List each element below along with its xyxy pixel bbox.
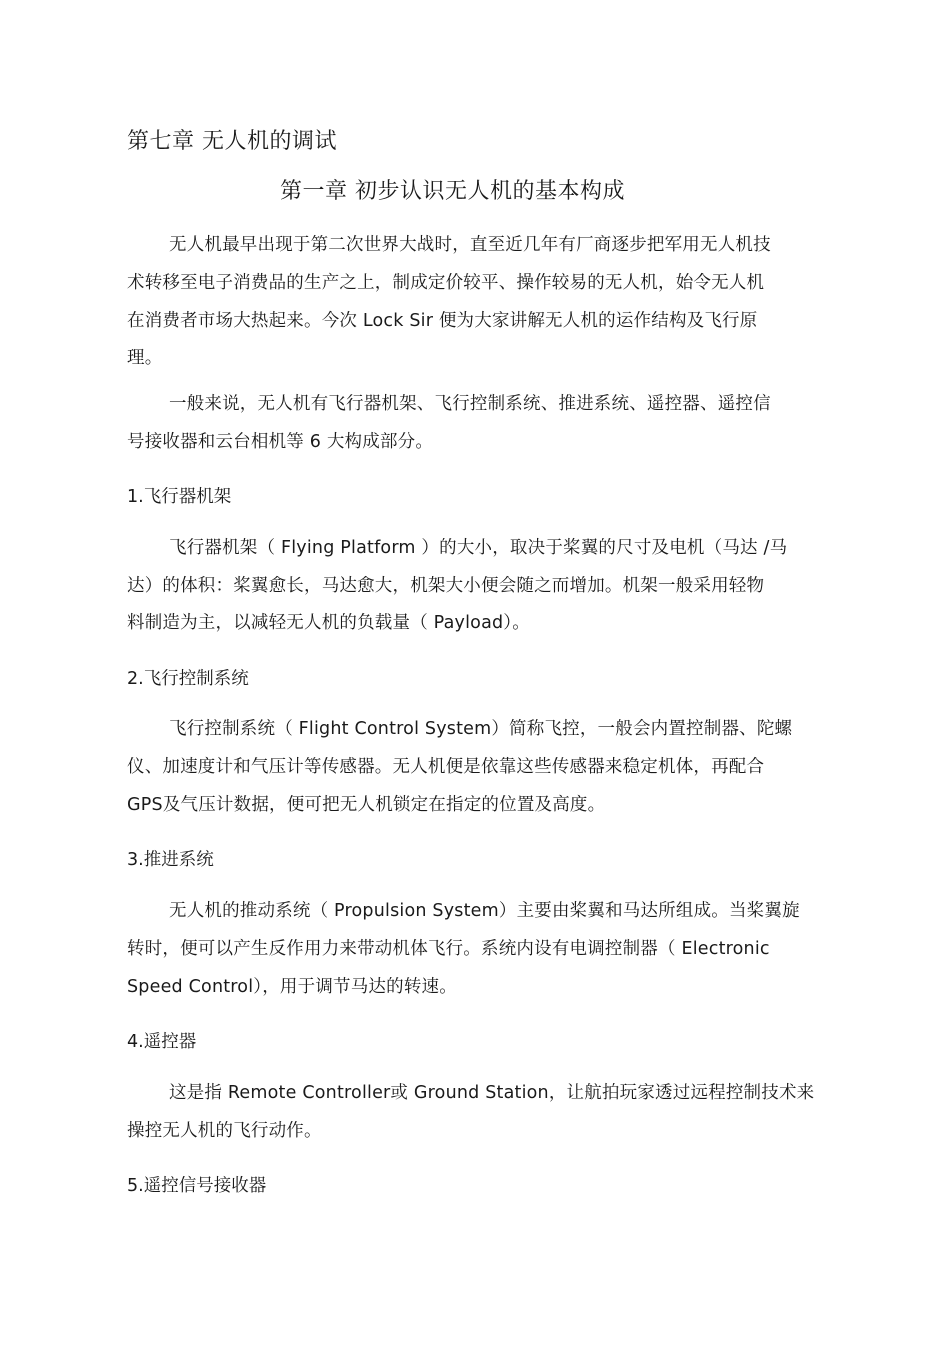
s2-line-3: GPS及气压计数据，便可把无人机锁定在指定的位置及高度。 <box>127 795 606 815</box>
s3-line-3: Speed Control），用于调节马达的转速。 <box>127 977 457 997</box>
s2-line-2: 仪、加速度计和气压计等传感器。无人机便是依靠这些传感器来稳定机体，再配合 <box>127 757 765 777</box>
overview-line-2: 号接收器和云台相机等 6 大构成部分。 <box>127 432 434 452</box>
section-heading-2: 2.飞行控制系统 <box>127 669 249 689</box>
overview-line-1: 一般来说，无人机有飞行器机架、飞行控制系统、推进系统、遥控器、遥控信 <box>169 394 771 414</box>
section-title: 第一章 初步认识无人机的基本构成 <box>280 179 625 204</box>
s3-line-1: 无人机的推动系统（ Propulsion System）主要由桨翼和马达所组成。当桨翼旋 <box>169 901 800 921</box>
section-heading-5: 5.遥控信号接收器 <box>127 1176 267 1196</box>
s1-line-3: 料制造为主，以减轻无人机的负载量（ Payload）。 <box>127 613 530 633</box>
intro-line-1: 无人机最早出现于第二次世界大战时，直至近几年有厂商逐步把军用无人机技 <box>169 235 771 255</box>
section-heading-3: 3.推进系统 <box>127 850 214 870</box>
s2-line-1: 飞行控制系统（ Flight Control System）简称飞控，一般会内置控制器、陀螺 <box>169 719 793 739</box>
s1-line-1: 飞行器机架（ Flying Platform ）的大小，取决于桨翼的尺寸及电机（马达 /马 <box>169 538 788 558</box>
s4-line-2: 操控无人机的飞行动作。 <box>127 1121 322 1141</box>
section-heading-4: 4.遥控器 <box>127 1032 197 1052</box>
s3-line-2: 转时，便可以产生反作用力来带动机体飞行。系统内设有电调控制器（ Electronic <box>127 939 770 959</box>
s1-line-2: 达）的体积：桨翼愈长，马达愈大，机架大小便会随之而增加。机架一般采用轻物 <box>127 576 765 596</box>
intro-line-2: 术转移至电子消费品的生产之上，制成定价较平、操作较易的无人机，始令无人机 <box>127 273 765 293</box>
s4-line-1: 这是指 Remote Controller或 Ground Station，让航拍玩家透过远程控制技术来 <box>169 1083 815 1103</box>
chapter-title: 第七章 无人机的调试 <box>127 129 337 154</box>
intro-line-4: 理。 <box>127 348 163 368</box>
intro-line-3: 在消费者市场大热起来。今次 Lock Sir 便为大家讲解无人机的运作结构及飞行原 <box>127 311 758 331</box>
section-heading-1: 1.飞行器机架 <box>127 487 232 507</box>
